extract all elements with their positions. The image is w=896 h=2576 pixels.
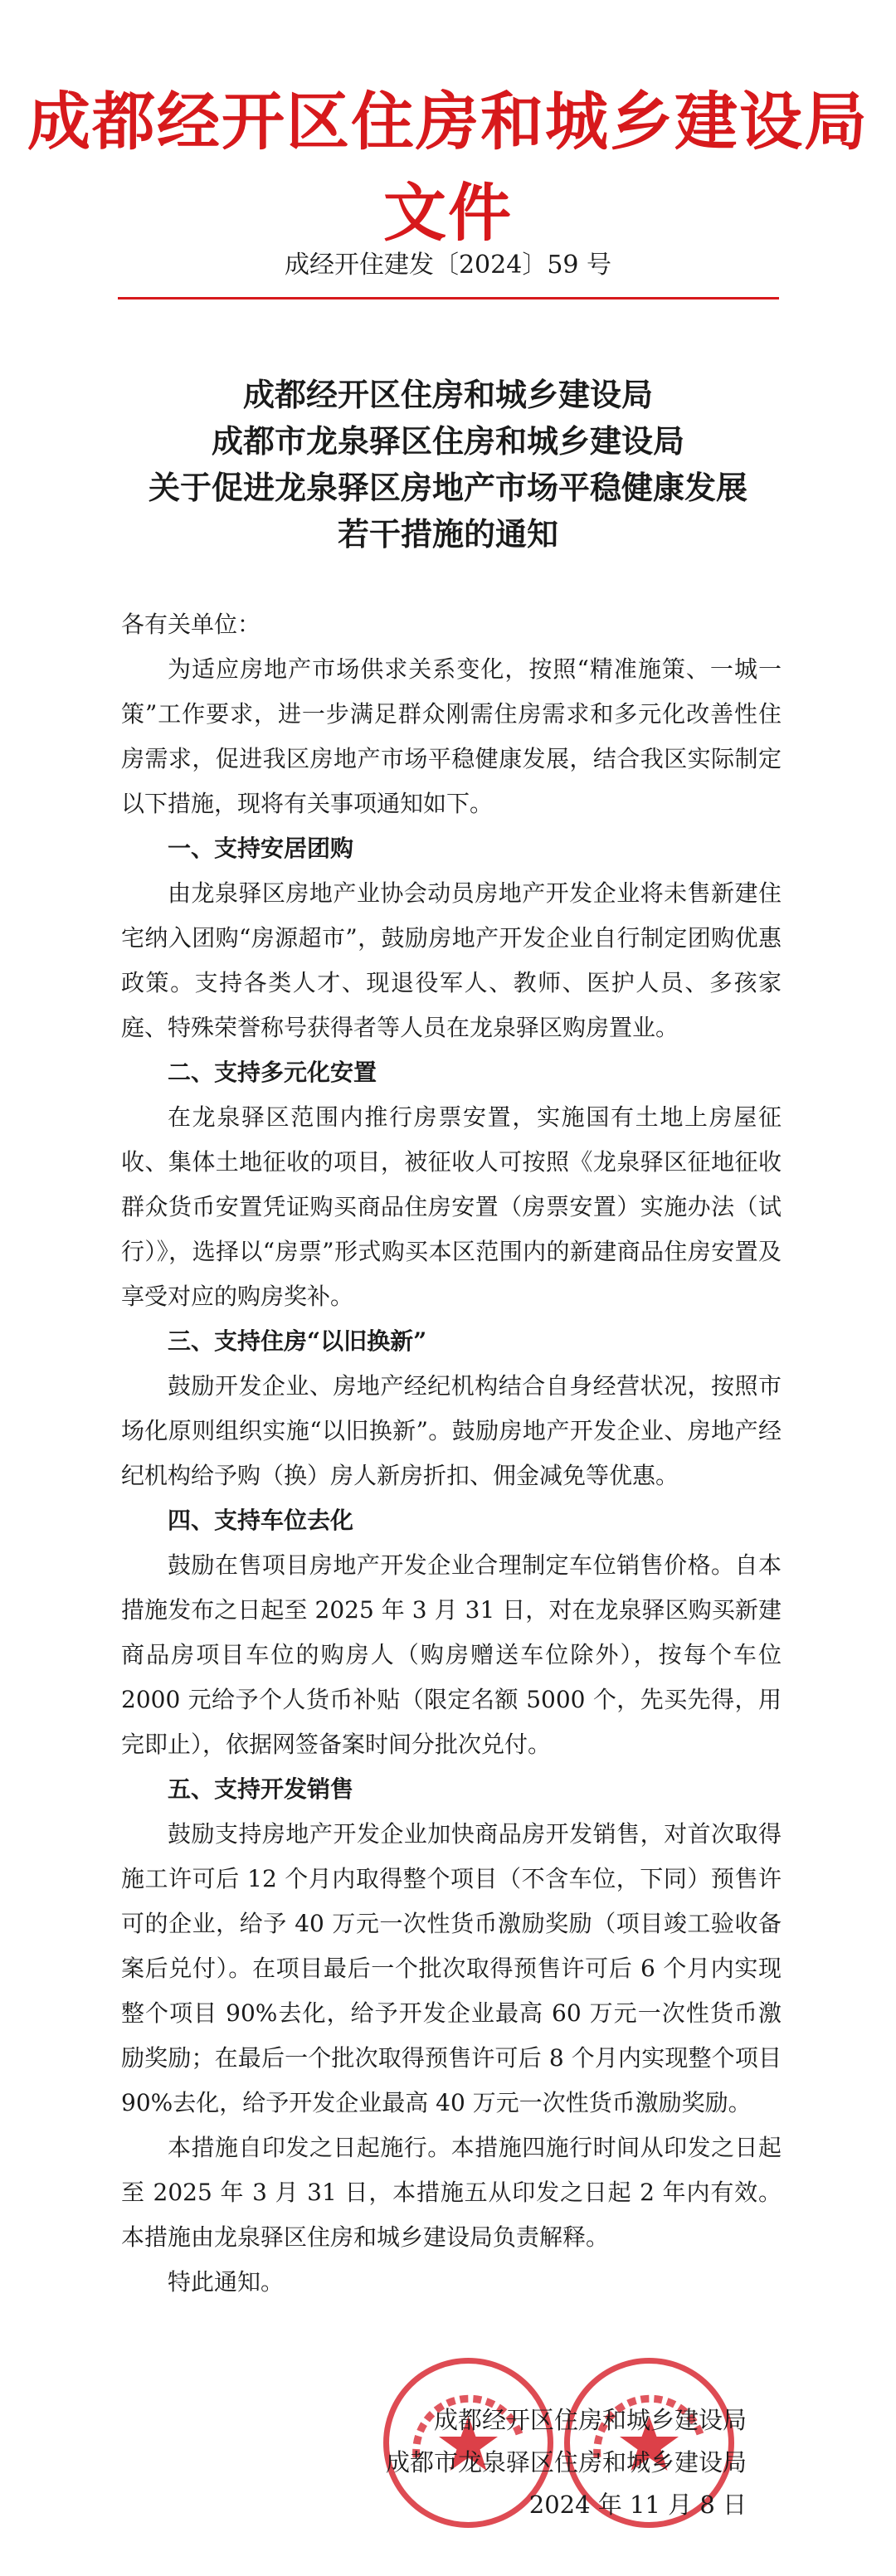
notice-body	[121, 602, 782, 2305]
document-number: 成经开住建发〔2024〕59 号	[284, 251, 612, 280]
section-paragraph: 由龙泉驿区房地产业协会动员房地产开发企业将未售新建住宅纳入团购“房源超市”，鼓励房地产开发企业自行制定团购优惠政策。支持各类人才、现退役军人、教师、医护人员、多孩家庭、特殊荣誉称号获得者等人员在龙泉驿区购房置业。	[121, 879, 782, 1041]
section-paragraph: 鼓励支持房地产开发企业加快商品房开发销售，对首次取得施工许可后 12 个月内取得整个项目（不含车位，下同）预售许可的企业，给予 40 万元一次性货币激励奖励（项目竣工验收备案后兑付）。在项目最后一个批次取得预售许可后 6 个月内实现整个项目 90%去化，给予开发企业最高 60 万元一次性货币激励奖励；在最后一个批次取得预售许可后 8 个月内实现整个项目 90%去化，给予开发企业最高 40 万元一次性货币激励奖励。	[121, 1820, 782, 2116]
intro-paragraph: 为适应房地产市场供求关系变化，按照“精准施策、一城一策”工作要求，进一步满足群众刚需住房需求和多元化改善性住房需求，促进我区房地产市场平稳健康发展，结合我区实际制定以下措施，现将有关事项通知如下。	[121, 655, 782, 817]
salutation: 各有关单位：	[121, 611, 261, 638]
section-paragraph: 在龙泉驿区范围内推行房票安置，实施国有土地上房屋征收、集体土地征收的项目，被征收人可按照《龙泉驿区征地征收群众货币安置凭证购买商品住房安置（房票安置）实施办法（试行）》，选择以“房票”形式购买本区范围内的新建商品住房安置及享受对应的购房奖补。	[121, 1103, 782, 1310]
section-paragraph: 鼓励开发企业、房地产经纪机构结合自身经营状况，按照市场化原则组织实施“以旧换新”。鼓励房地产开发企业、房地产经纪机构给予购（换）房人新房折扣、佣金减免等优惠。	[121, 1372, 782, 1489]
section-paragraph: 鼓励在售项目房地产开发企业合理制定车位销售价格。自本措施发布之日起至 2025 年 3 月 31 日，对在龙泉驿区购买新建商品房项目车位的购房人（购房赠送车位除外），按每个车位 2000 元给予个人货币补贴（限定名额 5000 个，先买先得，用完即止），依据网签备案时间分批次兑付。	[121, 1551, 782, 1758]
signature-block	[0, 2399, 747, 2526]
header-divider	[118, 297, 779, 299]
effective-paragraph: 本措施自印发之日起施行。本措施四施行时间从印发之日起至 2025 年 3 月 31 日，本措施五从印发之日起 2 年内有效。本措施由龙泉驿区住房和城乡建设局负责解释。	[121, 2134, 782, 2251]
signature-org: 成都市龙泉驿区住房和城乡建设局	[385, 2448, 747, 2476]
section-title: 二、支持多元化安置	[168, 1059, 377, 1086]
notice-title-line: 成都市龙泉驿区住房和城乡建设局	[211, 422, 684, 460]
notice-title-line: 若干措施的通知	[337, 515, 558, 553]
notice-title-line: 成都经开区住房和城乡建设局	[242, 376, 653, 413]
signature-org: 成都经开区住房和城乡建设局	[433, 2406, 747, 2434]
notice-title	[0, 372, 896, 558]
document-header-title: 成都经开区住房和城乡建设局文件	[27, 85, 869, 250]
section-title: 一、支持安居团购	[168, 835, 354, 862]
closing-line: 特此通知。	[168, 2268, 285, 2296]
signature-date: 2024 年 11 月 8 日	[528, 2491, 747, 2519]
section-title: 五、支持开发销售	[168, 1775, 354, 1803]
section-title: 三、支持住房“以旧换新”	[168, 1327, 427, 1355]
notice-title-line: 关于促进龙泉驿区房地产市场平稳健康发展	[148, 469, 747, 506]
section-title: 四、支持车位去化	[168, 1507, 354, 1534]
